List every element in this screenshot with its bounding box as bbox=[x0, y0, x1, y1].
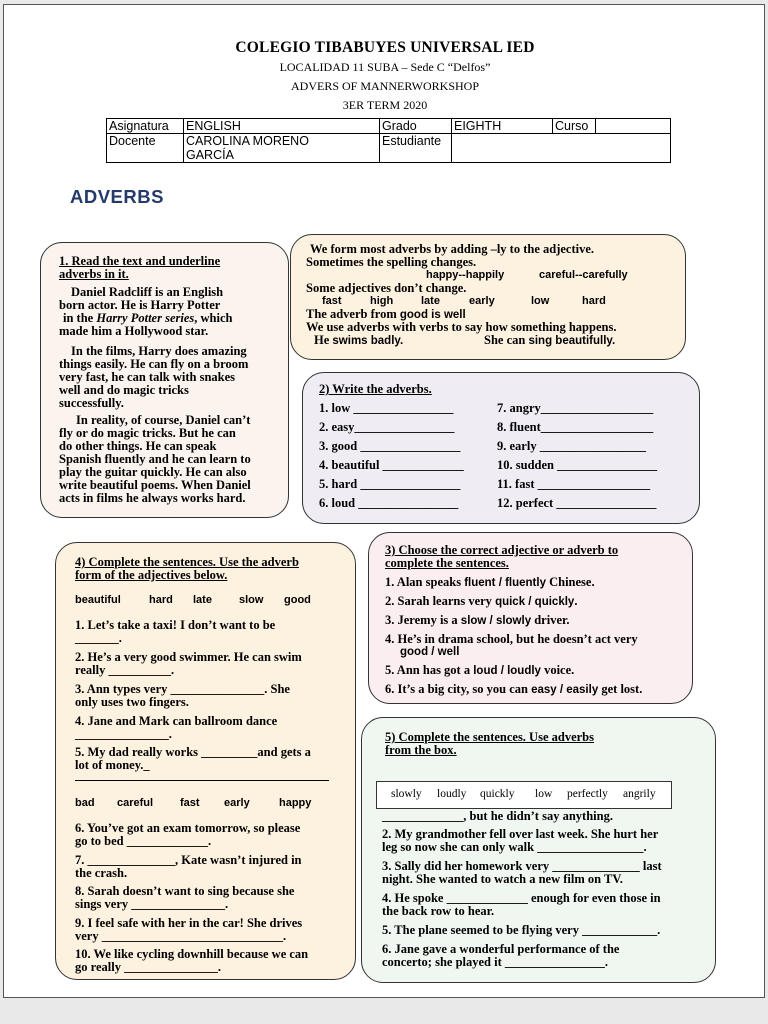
rules-box bbox=[290, 234, 686, 360]
choice-option[interactable]: easy / easily bbox=[531, 684, 599, 696]
exercise-2-item[interactable]: 10. sudden ________________ bbox=[497, 458, 658, 472]
reading-line: made him a Hollywood star. bbox=[59, 324, 209, 338]
page-title: ADVERBS bbox=[70, 186, 164, 207]
reading-line: well and do magic tricks bbox=[59, 383, 189, 397]
course-label: Curso bbox=[553, 119, 596, 134]
exercise-5-heading: 5) Complete the sentences. Use adverbs bbox=[385, 730, 594, 744]
reading-line: Spanish fluently and he can learn to bbox=[59, 452, 251, 466]
exercise-2-item[interactable]: 4. beautiful _____________ bbox=[319, 458, 464, 472]
workshop-name: ADVERS OF MANNERWORKSHOP bbox=[290, 79, 480, 93]
subject-label: Asignatura bbox=[107, 119, 184, 134]
irregular-word: fast bbox=[322, 295, 342, 307]
irregular-word: hard bbox=[582, 295, 606, 307]
teacher-value: CAROLINA MORENO GARCÍA bbox=[184, 134, 380, 163]
word-bank-item: careful bbox=[117, 797, 154, 809]
exercise-2-box bbox=[302, 372, 700, 524]
exercise-4-heading: 4) Complete the sentences. Use the adverb bbox=[75, 555, 299, 569]
sentence-blank[interactable]: concerto; she played it ________________. bbox=[382, 955, 609, 969]
exercise-2-item[interactable]: 1. low ________________ bbox=[319, 401, 454, 415]
word-bank-item: fast bbox=[180, 797, 200, 809]
choice-sentence: 6. It’s a big city, so you can easy / easily get lost. bbox=[385, 682, 643, 696]
choice-option[interactable]: fluent / fluently bbox=[464, 577, 546, 589]
reading-line: do other things. He can speak bbox=[59, 439, 217, 453]
exercise-2-item[interactable]: 12. perfect ________________ bbox=[497, 496, 657, 510]
sentence-blank[interactable]: go to bed _____________. bbox=[75, 834, 212, 848]
exercise-3-heading: 3) Choose the correct adjective or adverb to bbox=[385, 543, 619, 557]
sentence-blank[interactable]: 5. My dad really works _________and gets a bbox=[75, 745, 311, 759]
worksheet-page bbox=[3, 4, 765, 998]
exercise-4-heading-2: form of the adjectives below. bbox=[75, 568, 228, 582]
sentence-blank[interactable]: 5. The plane seemed to be flying very ____________. bbox=[382, 923, 661, 937]
word-box bbox=[376, 781, 672, 809]
sentence: 2. My grandmother fell over last week. She hurt her bbox=[382, 827, 659, 841]
reading-line: very fast, he can talk with snakes bbox=[59, 370, 236, 384]
word-bank-item: late bbox=[193, 594, 212, 606]
sentence-blank[interactable]: _______________. bbox=[75, 727, 172, 741]
sentence: night. She wanted to watch a new film on TV. bbox=[382, 872, 623, 886]
sentence: 8. Sarah doesn’t want to sing because she bbox=[75, 884, 295, 898]
choice-sentence: 4. He’s in drama school, but he doesn’t act very bbox=[385, 632, 638, 646]
exercise-3-heading-2: complete the sentences. bbox=[385, 556, 509, 570]
rule-line: Sometimes the spelling changes. bbox=[306, 255, 477, 269]
reading-line: In reality, of course, Daniel can’t bbox=[76, 413, 251, 427]
word-bank-item: beautiful bbox=[75, 594, 121, 606]
word-box-item: loudly bbox=[437, 788, 467, 800]
exercise-2-item[interactable]: 9. early _________________ bbox=[497, 439, 646, 453]
sentence-blank[interactable]: _____________, but he didn’t say anything. bbox=[382, 809, 613, 823]
word-bank-item: good bbox=[284, 594, 311, 606]
reading-line: Daniel Radcliff is an English bbox=[71, 285, 224, 299]
sentence-blank[interactable]: go really _______________. bbox=[75, 960, 221, 974]
word-box-item: angrily bbox=[623, 788, 656, 800]
reading-line: play the guitar quickly. He can also bbox=[59, 465, 247, 479]
exercise-2-item[interactable]: 2. easy________________ bbox=[319, 420, 455, 434]
course-field[interactable] bbox=[596, 119, 671, 134]
word-box-item: slowly bbox=[391, 788, 422, 800]
sentence-blank[interactable]: _______. bbox=[75, 631, 122, 645]
rule-line: We use adverbs with verbs to say how something happens. bbox=[306, 320, 617, 334]
divider bbox=[75, 780, 329, 781]
sentence: 1. Let’s take a taxi! I don’t want to be bbox=[75, 618, 276, 632]
exercise-4-box bbox=[55, 542, 356, 980]
grade-label: Grado bbox=[380, 119, 452, 134]
student-field[interactable] bbox=[452, 134, 671, 163]
rule-line: Some adjectives don’t change. bbox=[306, 281, 467, 295]
word-bank-item: hard bbox=[149, 594, 173, 606]
exercise-2-item[interactable]: 3. good ________________ bbox=[319, 439, 461, 453]
sentence-blank[interactable]: leg so now she can only walk _________________. bbox=[382, 840, 647, 854]
exercise-2-item[interactable]: 5. hard ________________ bbox=[319, 477, 461, 491]
term: 3ER TERM 2020 bbox=[342, 98, 428, 112]
reading-line: things easily. He can fly on a broom bbox=[59, 357, 249, 371]
sentence: 2. He’s a very good swimmer. He can swim bbox=[75, 650, 302, 664]
sentence: 6. You’ve got an exam tomorrow, so please bbox=[75, 821, 301, 835]
choice-option[interactable]: good / well bbox=[400, 646, 460, 658]
word-bank-item: slow bbox=[239, 594, 264, 606]
sentence-blank[interactable]: 4. He spoke _____________ enough for even those in bbox=[382, 891, 661, 905]
subject-value: ENGLISH bbox=[184, 119, 380, 134]
exercise-2-heading: 2) Write the adverbs. bbox=[319, 382, 432, 396]
rule-example: happy--happily bbox=[426, 269, 505, 281]
reading-box bbox=[40, 242, 289, 518]
sentence: 10. We like cycling downhill because we can bbox=[75, 947, 309, 961]
sentence-blank[interactable]: sings very _______________. bbox=[75, 897, 229, 911]
reading-heading-2: adverbs in it. bbox=[59, 267, 129, 281]
choice-sentence: 1. Alan speaks fluent / fluently Chinese. bbox=[385, 575, 595, 589]
choice-option[interactable]: slow / slowly bbox=[460, 615, 532, 627]
rule-example: He swims badly. bbox=[314, 333, 404, 347]
word-bank-item: early bbox=[224, 797, 250, 809]
sentence-blank[interactable]: really __________. bbox=[75, 663, 175, 677]
sentence: only uses two fingers. bbox=[75, 695, 189, 709]
irregular-word: early bbox=[469, 295, 495, 307]
info-table bbox=[106, 118, 671, 163]
school-name: COLEGIO TIBABUYES UNIVERSAL IED bbox=[235, 39, 535, 56]
reading-heading: 1. Read the text and underline bbox=[59, 254, 221, 268]
sentence: 6. Jane gave a wonderful performance of the bbox=[382, 942, 620, 956]
sentence-blank[interactable]: 7. ______________, Kate wasn’t injured in bbox=[75, 853, 302, 867]
sentence: the crash. bbox=[75, 866, 128, 880]
reading-line: write beautiful poems. When Daniel bbox=[59, 478, 251, 492]
sentence-blank[interactable]: very _____________________________. bbox=[75, 929, 287, 943]
exercise-2-item[interactable]: 6. loud ________________ bbox=[319, 496, 459, 510]
reading-line: In the films, Harry does amazing bbox=[71, 344, 247, 358]
word-box-item: perfectly bbox=[567, 788, 608, 800]
sentence: the back row to hear. bbox=[382, 904, 495, 918]
exercise-5-heading-2: from the box. bbox=[385, 743, 457, 757]
sentence-blank[interactable]: 3. Ann types very _______________. She bbox=[75, 682, 290, 696]
exercise-3-box bbox=[368, 532, 693, 704]
irregular-word: high bbox=[370, 295, 394, 307]
rule-line: We form most adverbs by adding –ly to the adjective. bbox=[310, 242, 595, 256]
word-bank-item: bad bbox=[75, 797, 95, 809]
reading-line: acts in films he always works hard. bbox=[59, 491, 246, 505]
rule-example: She can sing beautifully. bbox=[484, 333, 616, 347]
sentence: lot of money._ bbox=[75, 758, 150, 772]
reading-line: fly or do magic tricks. But he can bbox=[59, 426, 236, 440]
locality: LOCALIDAD 11 SUBA – Sede C “Delfos” bbox=[279, 60, 491, 74]
irregular-word: late bbox=[421, 295, 440, 307]
word-box-item: quickly bbox=[480, 788, 515, 800]
reading-line: born actor. He is Harry Potter bbox=[59, 298, 221, 312]
exercise-2-item[interactable]: 7. angry__________________ bbox=[497, 401, 654, 415]
choice-sentence: 2. Sarah learns very quick / quickly. bbox=[385, 594, 578, 608]
rule-example: careful--carefully bbox=[539, 269, 628, 281]
sentence-blank[interactable]: 3. Sally did her homework very ______________ last bbox=[382, 859, 662, 873]
grade-value: EIGHTH bbox=[452, 119, 553, 134]
word-box-item: low bbox=[535, 788, 553, 800]
reading-line: successfully. bbox=[59, 396, 124, 410]
teacher-label: Docente bbox=[107, 134, 184, 163]
word-bank-item: happy bbox=[279, 797, 312, 809]
choice-sentence: 5. Ann has got a loud / loudly voice. bbox=[385, 663, 575, 677]
irregular-word: low bbox=[531, 295, 550, 307]
reading-line: in the Harry Potter series, which bbox=[63, 311, 233, 325]
choice-sentence: 3. Jeremy is a slow / slowly driver. bbox=[385, 613, 570, 627]
student-label: Estudiante bbox=[380, 134, 452, 163]
exercise-2-item[interactable]: 8. fluent__________________ bbox=[497, 420, 654, 434]
exercise-2-item[interactable]: 11. fast __________________ bbox=[497, 477, 651, 491]
rule-line: The adverb from good is well bbox=[306, 307, 466, 321]
sentence: 4. Jane and Mark can ballroom dance bbox=[75, 714, 278, 728]
sentence: 9. I feel safe with her in the car! She drives bbox=[75, 916, 303, 930]
choice-option[interactable]: loud / loudly bbox=[473, 665, 541, 677]
choice-option[interactable]: quick / quickly bbox=[495, 596, 575, 608]
